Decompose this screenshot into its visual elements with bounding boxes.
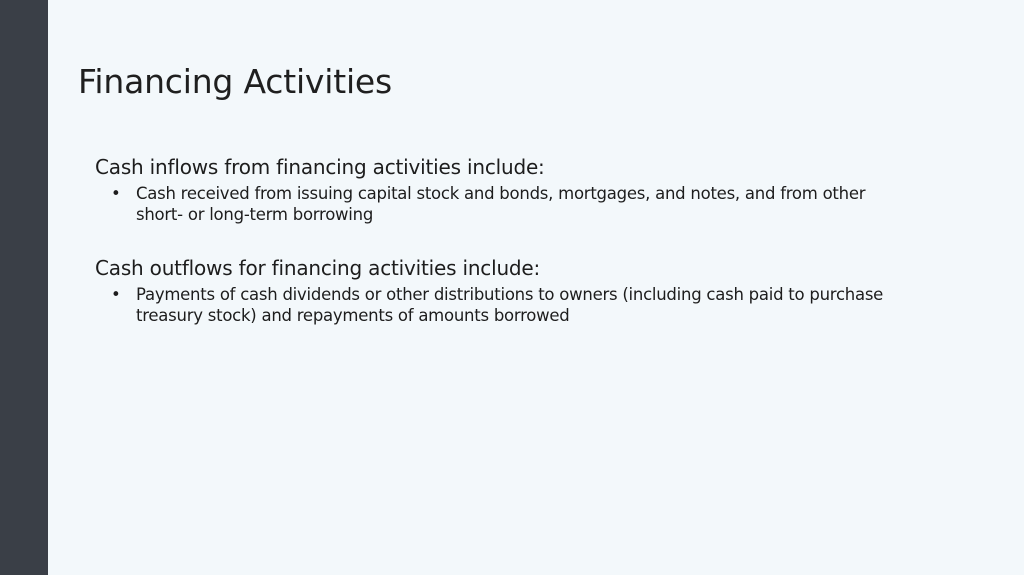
outflows-bullet-list: [95, 284, 915, 326]
bullet-text: Cash received from issuing capital stock and bonds, mortgages, and notes, and from other short- or long-term borrowing: [136, 184, 866, 224]
list-item: [95, 183, 915, 225]
slide-title: Financing Activities: [78, 62, 393, 101]
list-item: [95, 284, 915, 326]
bullet-icon: •: [111, 285, 121, 304]
outflows-heading: Cash outflows for financing activities include:: [95, 256, 541, 280]
slide-content: [95, 154, 915, 356]
side-accent-bar: [0, 0, 48, 575]
bullet-text: Payments of cash dividends or other distributions to owners (including cash paid to purchase treasury stock) and repayments of amounts borrowed: [136, 285, 884, 325]
inflows-section: [95, 154, 915, 225]
inflows-bullet-list: [95, 183, 915, 225]
bullet-icon: •: [111, 184, 121, 203]
inflows-heading: Cash inflows from financing activities include:: [95, 155, 545, 179]
outflows-section: [95, 255, 915, 326]
